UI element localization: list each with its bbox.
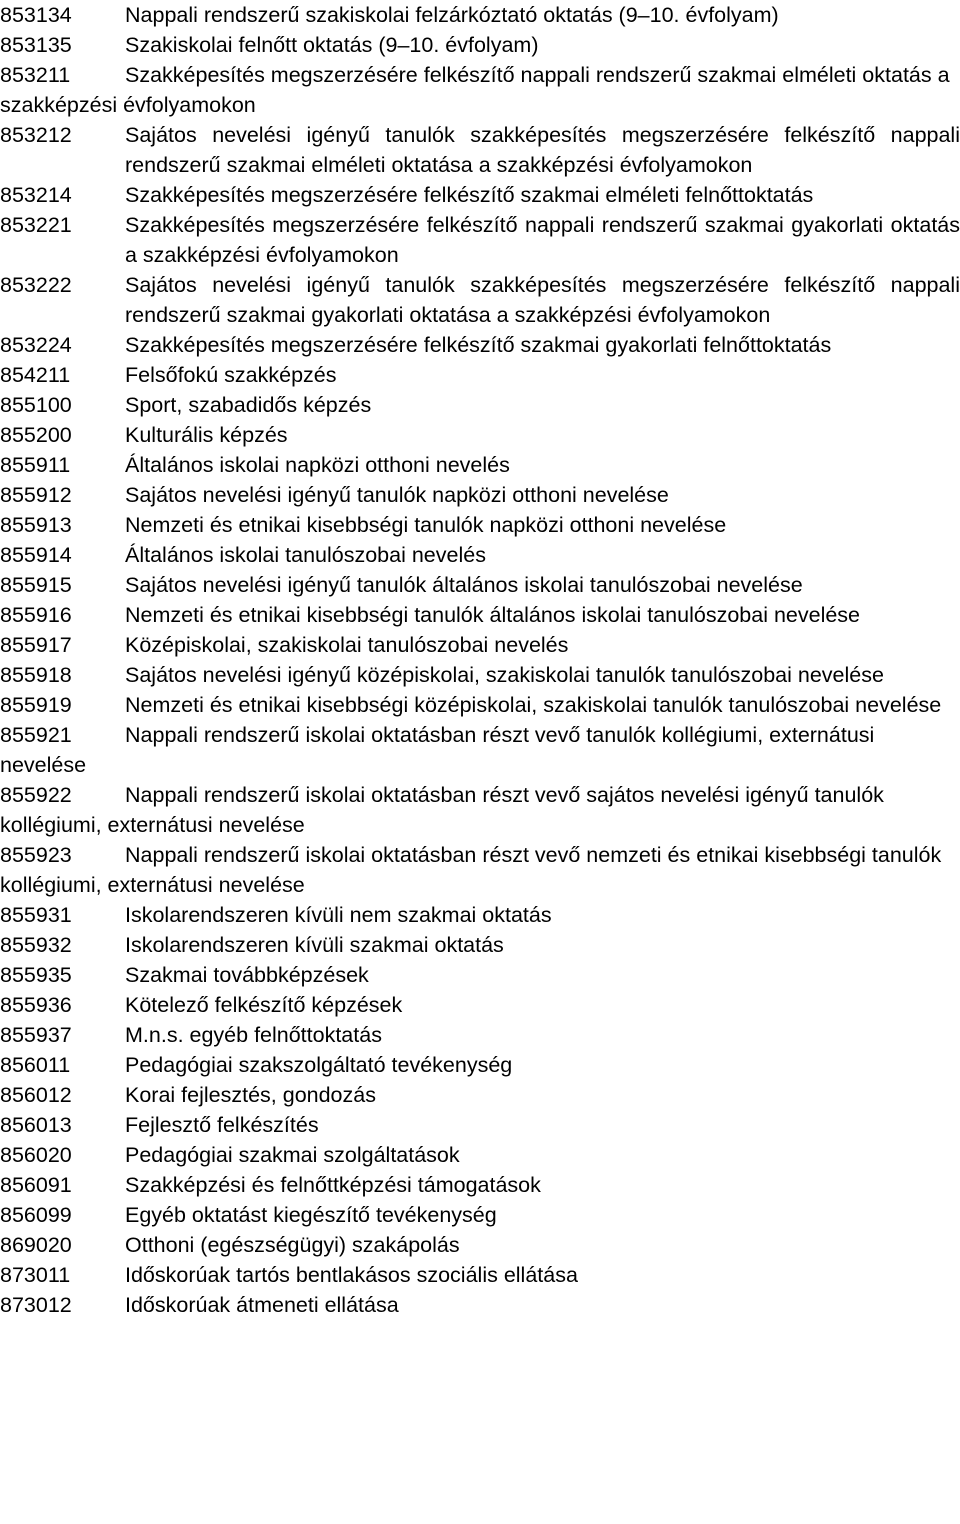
- activity-code: 853135: [0, 33, 72, 57]
- activity-description: Szakmai továbbképzések: [125, 963, 369, 987]
- activity-description: Nemzeti és etnikai kisebbségi tanulók általános iskolai tanulószobai nevelése: [125, 603, 861, 627]
- activity-description: Szakképesítés megszerzésére felkészítő szakmai gyakorlati felnőttoktatás: [125, 333, 832, 357]
- activity-code: 855918: [0, 663, 72, 687]
- activity-code: 853214: [0, 183, 72, 207]
- list-item: [0, 630, 960, 660]
- list-item: [0, 1020, 960, 1050]
- activity-code: 853212: [0, 123, 72, 147]
- activity-description: Szakképesítés megszerzésére felkészítő nappali rendszerű szakmai elméleti oktatás a szakképzési évfolyamokon: [0, 63, 950, 117]
- activity-description: Sajátos nevelési igényű tanulók szakképesítés megszerzésére felkészítő nappali rendszerű szakmai gyakorlati oktatása a szakképzési évfolyamokon: [125, 273, 960, 327]
- list-item: [0, 570, 960, 600]
- activity-code: 855931: [0, 903, 72, 927]
- activity-description: Sajátos nevelési igényű tanulók napközi otthoni nevelése: [125, 483, 669, 507]
- activity-description: Nappali rendszerű szakiskolai felzárkóztató oktatás (9–10. évfolyam): [125, 3, 779, 27]
- activity-code: 856099: [0, 1203, 72, 1227]
- activity-description: Nappali rendszerű iskolai oktatásban részt vevő tanulók kollégiumi, externátusi nevelése: [0, 723, 875, 777]
- activity-code: 855200: [0, 423, 72, 447]
- list-item: [0, 930, 960, 960]
- list-item: [0, 120, 960, 180]
- list-item: [0, 960, 960, 990]
- activity-code: 855921: [0, 723, 72, 747]
- list-item: [0, 330, 960, 360]
- activity-description: Kötelező felkészítő képzések: [125, 993, 403, 1017]
- activity-description: Sport, szabadidős képzés: [125, 393, 372, 417]
- activity-code: 855911: [0, 453, 71, 477]
- activity-code: 855923: [0, 843, 72, 867]
- activity-description: Fejlesztő felkészítés: [125, 1113, 319, 1137]
- activity-description: M.n.s. egyéb felnőttoktatás: [125, 1023, 382, 1047]
- list-item: [0, 210, 960, 270]
- activity-description: Nappali rendszerű iskolai oktatásban részt vevő sajátos nevelési igényű tanulók kollégiumi, externátusi nevelése: [0, 783, 884, 837]
- activity-description: Szakképesítés megszerzésére felkészítő szakmai elméleti felnőttoktatás: [125, 183, 814, 207]
- activity-code: 855936: [0, 993, 72, 1017]
- list-item: [0, 1080, 960, 1110]
- activity-description: Korai fejlesztés, gondozás: [125, 1083, 376, 1107]
- activity-description: Szakképzési és felnőttképzési támogatások: [125, 1173, 541, 1197]
- activity-code: 855935: [0, 963, 72, 987]
- activity-description: Pedagógiai szakszolgáltató tevékenység: [125, 1053, 513, 1077]
- activity-description: Nemzeti és etnikai kisebbségi tanulók napközi otthoni nevelése: [125, 513, 727, 537]
- list-item: [0, 480, 960, 510]
- list-item: [0, 540, 960, 570]
- list-item: [0, 510, 960, 540]
- activity-code: 856013: [0, 1113, 72, 1137]
- list-item: [0, 1050, 960, 1080]
- list-item: [0, 1200, 960, 1230]
- activity-description: Iskolarendszeren kívüli nem szakmai oktatás: [125, 903, 552, 927]
- activity-code: 856011: [0, 1053, 71, 1077]
- list-item: [0, 1230, 960, 1260]
- activity-description: Középiskolai, szakiskolai tanulószobai nevelés: [125, 633, 569, 657]
- list-item: [0, 660, 960, 690]
- activity-description: Nemzeti és etnikai kisebbségi középiskolai, szakiskolai tanulók tanulószobai nevelése: [125, 693, 942, 717]
- activity-description: Szakképesítés megszerzésére felkészítő nappali rendszerű szakmai gyakorlati oktatás a szakképzési évfolyamokon: [125, 213, 960, 267]
- activity-code: 853224: [0, 333, 72, 357]
- list-item: [0, 1110, 960, 1140]
- activity-code: 853211: [0, 63, 71, 87]
- list-item: [0, 1290, 960, 1320]
- list-item: [0, 390, 960, 420]
- list-item: [0, 60, 955, 120]
- activity-description: Időskorúak átmeneti ellátása: [125, 1293, 399, 1317]
- activity-code: 855912: [0, 483, 72, 507]
- activity-code: 855914: [0, 543, 72, 567]
- activity-code: 855915: [0, 573, 72, 597]
- activity-description: Időskorúak tartós bentlakásos szociális ellátása: [125, 1263, 578, 1287]
- activity-description: Pedagógiai szakmai szolgáltatások: [125, 1143, 460, 1167]
- list-item: [0, 270, 960, 330]
- list-item: [0, 30, 960, 60]
- list-item: [0, 990, 960, 1020]
- activity-description: Otthoni (egészségügyi) szakápolás: [125, 1233, 460, 1257]
- activity-code: 856012: [0, 1083, 72, 1107]
- list-item: [0, 690, 955, 720]
- activity-description: Általános iskolai tanulószobai nevelés: [125, 543, 486, 567]
- activity-code: 853222: [0, 273, 72, 297]
- activity-code: 869020: [0, 1233, 72, 1257]
- activity-code: 855913: [0, 513, 72, 537]
- activity-description: Általános iskolai napközi otthoni nevelés: [125, 453, 510, 477]
- list-item: [0, 840, 955, 900]
- activity-code: 855922: [0, 783, 72, 807]
- list-item: [0, 1260, 960, 1290]
- list-item: [0, 1170, 960, 1200]
- activity-code: 855937: [0, 1023, 72, 1047]
- list-item: [0, 360, 960, 390]
- list-item: [0, 1140, 960, 1170]
- activity-code: 855916: [0, 603, 72, 627]
- activity-code: 855917: [0, 633, 72, 657]
- list-item: [0, 420, 960, 450]
- activity-description: Sajátos nevelési igényű tanulók szakképesítés megszerzésére felkészítő nappali rendszerű szakmai elméleti oktatása a szakképzési évfolyamokon: [125, 123, 960, 177]
- list-item: [0, 900, 960, 930]
- activity-code: 856091: [0, 1173, 72, 1197]
- activity-code: 854211: [0, 363, 71, 387]
- activity-code: 855932: [0, 933, 72, 957]
- activity-description: Iskolarendszeren kívüli szakmai oktatás: [125, 933, 504, 957]
- list-item: [0, 0, 960, 30]
- list-item: [0, 450, 960, 480]
- activity-description: Sajátos nevelési igényű tanulók általános iskolai tanulószobai nevelése: [125, 573, 803, 597]
- activity-description: Szakiskolai felnőtt oktatás (9–10. évfolyam): [125, 33, 539, 57]
- activity-description: Kulturális képzés: [125, 423, 288, 447]
- activity-description: Felsőfokú szakképzés: [125, 363, 337, 387]
- activity-description: Nappali rendszerű iskolai oktatásban részt vevő nemzeti és etnikai kisebbségi tanulók kollégiumi, externátusi nevelése: [0, 843, 942, 897]
- activity-code: 873011: [0, 1263, 71, 1287]
- list-item: [0, 720, 955, 780]
- list-item: [0, 780, 955, 840]
- list-item: [0, 180, 960, 210]
- activity-description: Sajátos nevelési igényű középiskolai, szakiskolai tanulók tanulószobai nevelése: [125, 663, 884, 687]
- activity-code: 855100: [0, 393, 72, 417]
- activity-code: 855919: [0, 693, 72, 717]
- activity-description: Egyéb oktatást kiegészítő tevékenység: [125, 1203, 497, 1227]
- activity-code: 856020: [0, 1143, 72, 1167]
- list-item: [0, 600, 960, 630]
- activity-code: 873012: [0, 1293, 72, 1317]
- activity-code: 853221: [0, 213, 72, 237]
- activity-code: 853134: [0, 3, 72, 27]
